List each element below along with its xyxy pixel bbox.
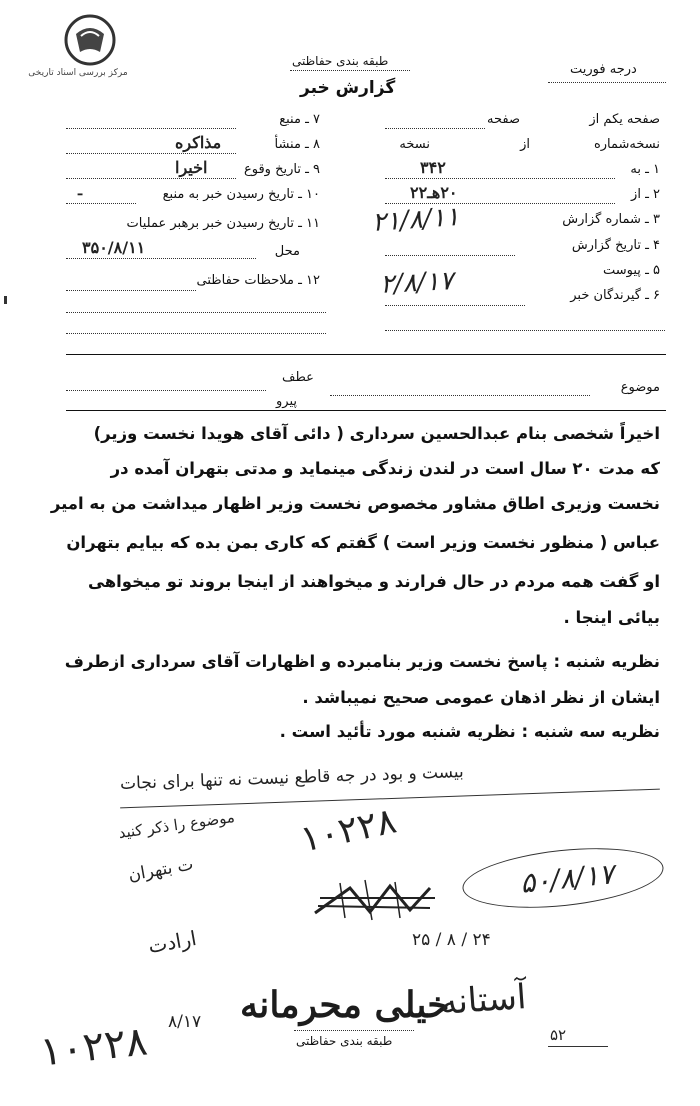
body-line-3: نخست وزیری اطاق مشاور مخصوص نخست وزیر اظهار میداشت من به امیر xyxy=(50,494,660,513)
event-date-label: ۹ ـ تاریخ وقوع xyxy=(243,162,320,177)
event-date-value: اخیرا xyxy=(175,158,208,177)
to-value: ۳۴۲ xyxy=(420,158,446,177)
archive-caption: مرکز بررسی اسناد تاریخی xyxy=(28,68,128,78)
form-title: گزارش خبر xyxy=(300,78,396,98)
signature-scribble-icon xyxy=(310,868,440,928)
attach-label: ۵ ـ پیوست xyxy=(603,263,660,278)
attach-value: ۲/۸/۱۷ xyxy=(379,266,455,300)
handwritten-number-2: ۱۰۲۲۸ xyxy=(37,1018,150,1076)
handwritten-line: بیست و بود در جه قاطع نیست نه تنها برای نجات xyxy=(119,762,465,794)
priority-label: درجه فوریت xyxy=(570,62,637,77)
body-line-9: نظریه سه شنبه : نظریه شنبه مورد تأئید است . xyxy=(279,722,660,741)
page-label: صفحه یکم از xyxy=(589,112,660,127)
copy-from-label: از xyxy=(520,137,530,152)
date-oval xyxy=(460,840,667,917)
body-line-2: که مدت ۲۰ سال است در لندن زندگی مینماید و مدتی بتهران آمده در xyxy=(110,459,660,478)
page-suffix: صفحه xyxy=(487,112,520,127)
report-no-value: ۲۱/۸/۱۱ xyxy=(371,201,461,239)
section-divider xyxy=(66,354,666,355)
report-date-label: ۴ ـ تاریخ گزارش xyxy=(571,238,660,253)
footer-classification: طبقه بندی حفاظتی xyxy=(296,1034,393,1048)
ops-date-label: ۱۱ ـ تاریخ رسیدن خبر برهبر عملیات xyxy=(126,216,320,231)
handwritten-date-a: ۵۰/۸/۱۷ xyxy=(518,857,616,900)
body-line-4: عباس ( منظور نخست وزیر است ) گفتم که کاری بمن بده که بیایم بتهران xyxy=(66,533,660,552)
edge-mark xyxy=(4,296,7,304)
subject-label: موضوع xyxy=(620,380,660,395)
from-label: ۲ ـ از xyxy=(631,187,660,202)
from-value: ۲۰هـ۲۲ xyxy=(410,183,458,202)
handwritten-signature-2: آستانه xyxy=(438,977,528,1023)
to-label: ۱ ـ به xyxy=(630,162,660,177)
body-line-6: بیائی اینجا . xyxy=(563,608,660,627)
origin-value: مذاکره xyxy=(175,133,222,152)
page-number-underline xyxy=(548,1046,608,1047)
handwritten-number-1: ۱۰۲۲۸ xyxy=(296,800,400,861)
arrival-date-label: ۱۰ ـ تاریخ رسیدن خبر به منبع xyxy=(162,187,320,202)
body-line-1: اخیراً شخصی بنام عبدالحسین سرداری ( دائی آقای هویدا نخست وزیر) xyxy=(93,424,660,443)
report-no-label: ۳ ـ شماره گزارش xyxy=(562,212,660,227)
handwritten-note-1: موضوع را ذکر کنید xyxy=(117,807,236,843)
source-label: ۷ ـ منبع xyxy=(279,112,320,127)
body-line-5: او گفت همه مردم در حال فرارند و میخواهند از اینجا بروند تو میخواهی xyxy=(88,572,660,591)
handwritten-note-3: ارادت xyxy=(146,925,199,959)
notes-label: ۱۲ ـ ملاحظات حفاظتی xyxy=(196,273,320,288)
handwritten-date-c: ۸/۱۷ xyxy=(168,1012,202,1032)
origin-label: ۸ ـ منشأ xyxy=(274,137,320,152)
body-line-8: ایشان از نظر اذهان عمومی صحیح نمیباشد . xyxy=(302,688,660,707)
subject-divider xyxy=(66,410,666,411)
handwritten-date-b: ۲۵ / ۸ / ۲۴ xyxy=(412,930,491,950)
recipients-label: ۶ ـ گیرندگان خبر xyxy=(570,288,660,303)
arrival-date-value: ـ xyxy=(78,183,83,199)
classification-stamp: خیلی محرمانه xyxy=(240,984,450,1026)
ops-date-value: ۳۵۰/۸/۱۱ xyxy=(82,238,146,257)
place-label: محل xyxy=(274,244,300,259)
handwritten-note-2: ت بتهران xyxy=(126,854,195,886)
page-number: ۵۲ xyxy=(550,1026,567,1044)
archive-logo xyxy=(18,12,138,82)
top-classification: طبقه بندی حفاظتی xyxy=(292,54,389,68)
copy-no-label: نسخه‌شماره xyxy=(593,137,660,152)
body-line-7: نظریه شنبه : پاسخ نخست وزیر بنامبرده و اظهارات آقای سرداری ازطرف xyxy=(64,652,660,671)
peyro-label: پیرو xyxy=(276,394,297,409)
archive-emblem-icon xyxy=(18,12,138,68)
copy-suffix-label: نسخه xyxy=(399,137,430,152)
atf-label: عطف xyxy=(282,370,314,385)
